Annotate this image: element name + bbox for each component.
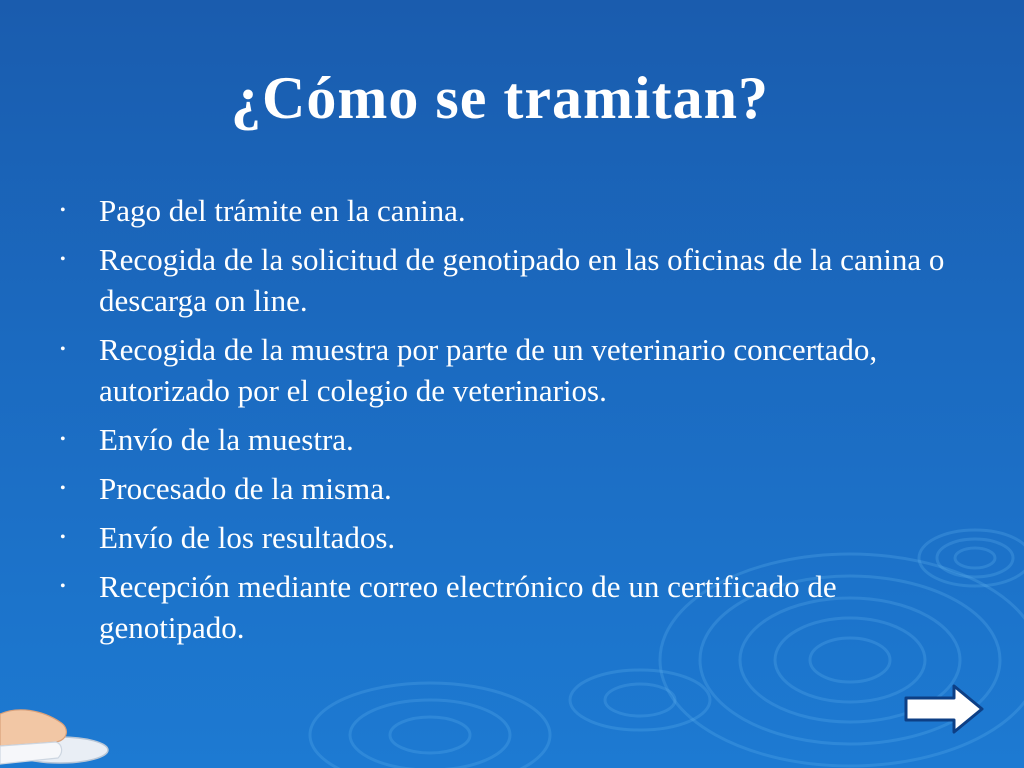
slide-title: ¿Cómo se tramitan?: [231, 65, 769, 131]
bullet-dot: •: [60, 431, 66, 448]
bullet-item: [56, 419, 976, 460]
bullet-item: [56, 329, 976, 411]
bullet-text: Recogida de la muestra por parte de un veterinario concertado, autorizado por el colegio de veterinarios.: [99, 332, 878, 408]
bullet-item: [56, 566, 976, 648]
bullet-item: [56, 517, 976, 558]
bullet-text: Recepción mediante correo electrónico de un certificado de genotipado.: [99, 569, 837, 645]
hand-on-mouse-icon: [0, 700, 112, 768]
bullet-text: Procesado de la misma.: [99, 471, 392, 506]
bullet-dot: •: [60, 480, 66, 497]
bullet-text: Pago del trámite en la canina.: [99, 193, 466, 228]
bullet-list: [56, 190, 976, 656]
bullet-item: [56, 190, 976, 231]
bullet-dot: •: [60, 341, 66, 358]
bullet-item: [56, 239, 976, 321]
bullet-dot: •: [60, 578, 66, 595]
bullet-item: [56, 468, 976, 509]
bullet-text: Envío de los resultados.: [99, 520, 396, 555]
bullet-text: Envío de la muestra.: [99, 422, 354, 457]
bullet-dot: •: [60, 529, 66, 546]
bullet-dot: •: [60, 251, 66, 268]
bullet-dot: •: [60, 202, 66, 219]
bullet-text: Recogida de la solicitud de genotipado en las oficinas de la canina o descarga on line.: [99, 242, 945, 318]
next-arrow-icon[interactable]: [904, 684, 984, 734]
